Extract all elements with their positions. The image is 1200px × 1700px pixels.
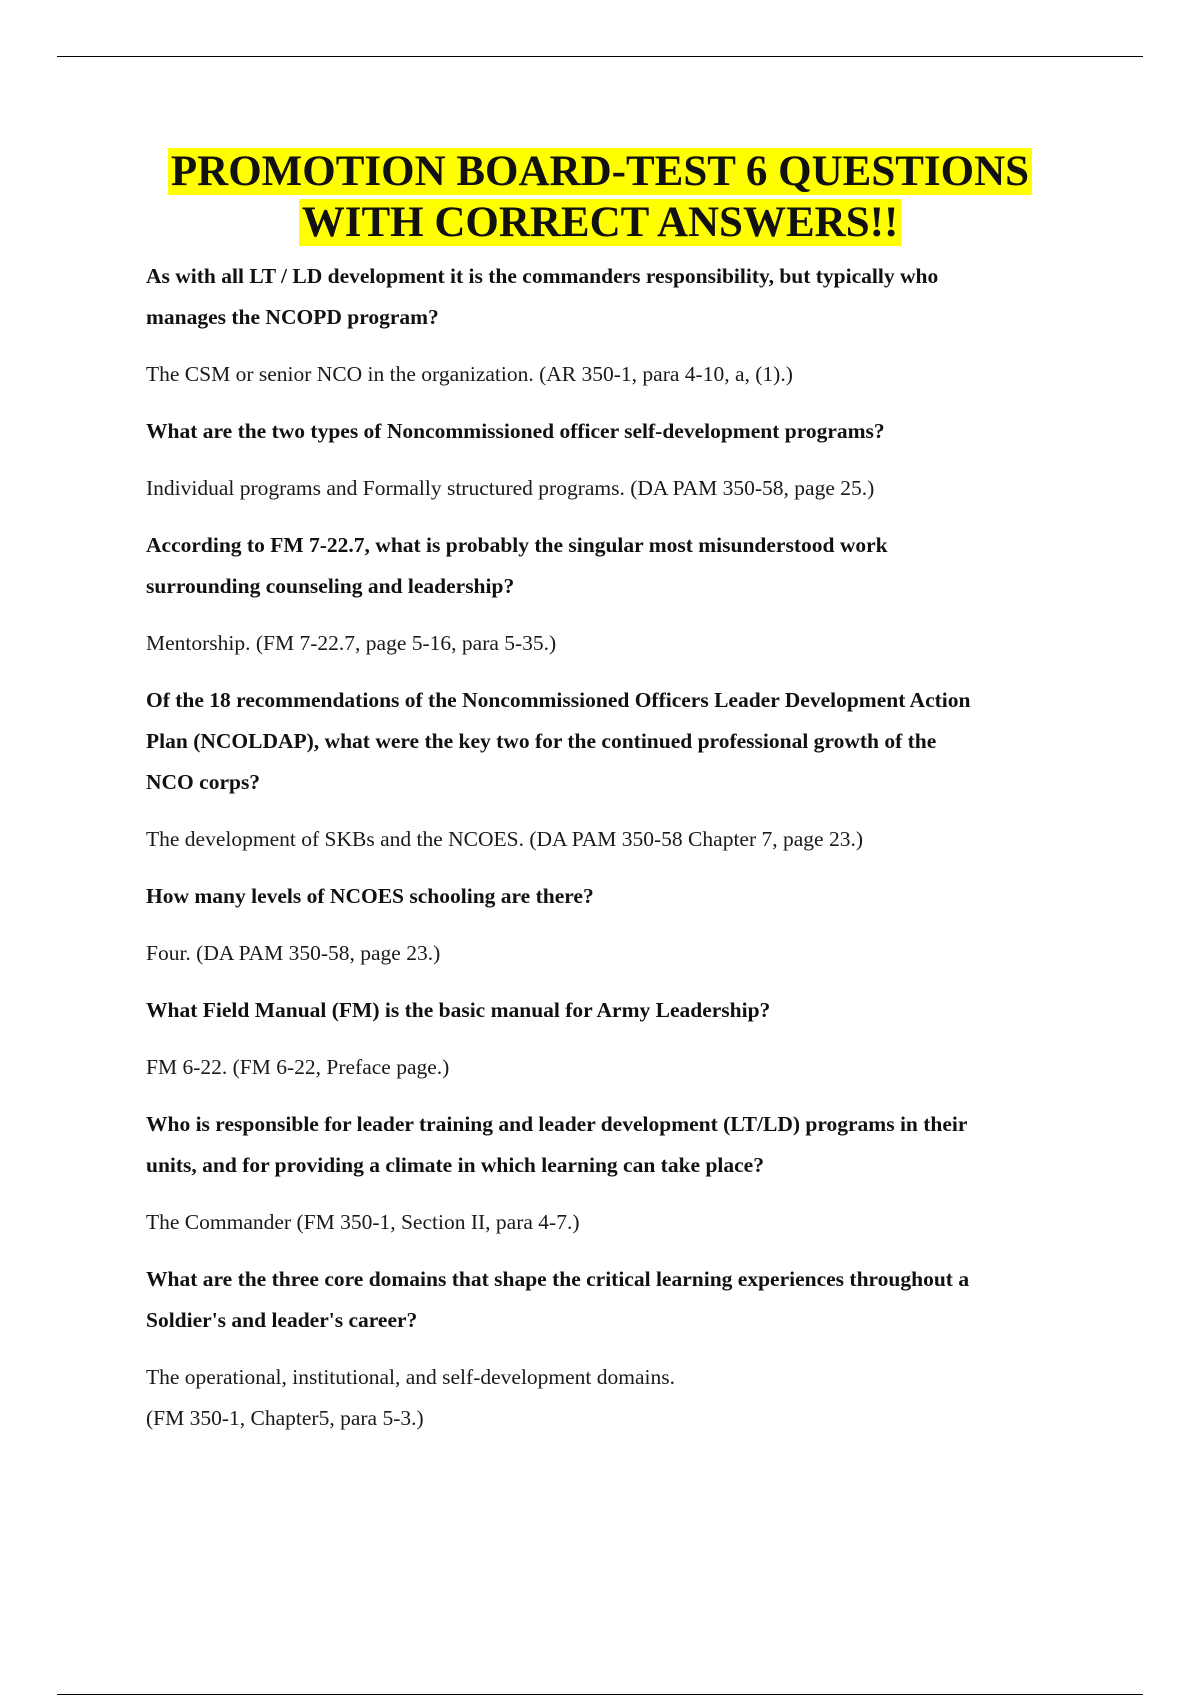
answer — [146, 623, 1086, 664]
document-title — [0, 146, 1200, 248]
question — [146, 990, 1086, 1031]
answer-line: The operational, institutional, and self-development domains. — [146, 1365, 676, 1389]
question-line: According to FM 7-22.7, what is probably the singular most misunderstood work — [146, 533, 888, 557]
question — [146, 1259, 1086, 1341]
answer-line: (FM 350-1, Chapter5, para 5-3.) — [146, 1406, 424, 1430]
question-line: surrounding counseling and leadership? — [146, 574, 515, 598]
title-line-2: WITH CORRECT ANSWERS!! — [299, 199, 902, 246]
answer-line: The CSM or senior NCO in the organization. (AR 350-1, para 4-10, a, (1).) — [146, 362, 793, 386]
answer — [146, 468, 1086, 509]
question-line: units, and for providing a climate in which learning can take place? — [146, 1153, 764, 1177]
question — [146, 525, 1086, 607]
qa-item — [146, 990, 1086, 1104]
answer — [146, 1202, 1086, 1243]
qa-item — [146, 256, 1086, 411]
answer — [146, 1357, 1086, 1439]
question — [146, 876, 1086, 917]
question-line: What are the three core domains that shape the critical learning experiences throughout a — [146, 1267, 970, 1291]
qa-item — [146, 1259, 1086, 1439]
answer-line: Mentorship. (FM 7-22.7, page 5-16, para 5-35.) — [146, 631, 557, 655]
answer-line: Individual programs and Formally structured programs. (DA PAM 350-58, page 25.) — [146, 476, 875, 500]
answer-line: The Commander (FM 350-1, Section II, para 4-7.) — [146, 1210, 580, 1234]
question — [146, 256, 1086, 338]
question-line: Of the 18 recommendations of the Noncommissioned Officers Leader Development Action — [146, 688, 971, 712]
answer — [146, 1047, 1086, 1088]
header-rule — [57, 56, 1143, 57]
answer — [146, 354, 1086, 395]
question — [146, 680, 1086, 803]
answer — [146, 933, 1086, 974]
footer-rule — [57, 1694, 1143, 1695]
question-line: As with all LT / LD development it is the commanders responsibility, but typically who — [146, 264, 939, 288]
question — [146, 411, 1086, 452]
qa-item — [146, 1104, 1086, 1259]
question-line: NCO corps? — [146, 770, 261, 794]
question-line: Soldier's and leader's career? — [146, 1308, 418, 1332]
title-line-1: PROMOTION BOARD-TEST 6 QUESTIONS — [168, 148, 1032, 195]
answer-line: The development of SKBs and the NCOES. (DA PAM 350-58 Chapter 7, page 23.) — [146, 827, 863, 851]
question-line: What are the two types of Noncommissioned officer self-development programs? — [146, 419, 885, 443]
qa-item — [146, 525, 1086, 680]
question-line: How many levels of NCOES schooling are there? — [146, 884, 594, 908]
question — [146, 1104, 1086, 1186]
question-line: Plan (NCOLDAP), what were the key two for the continued professional growth of the — [146, 729, 937, 753]
qa-list — [146, 256, 1086, 1439]
answer — [146, 819, 1086, 860]
qa-item — [146, 876, 1086, 990]
answer-line: FM 6-22. (FM 6-22, Preface page.) — [146, 1055, 450, 1079]
answer-line: Four. (DA PAM 350-58, page 23.) — [146, 941, 441, 965]
qa-item — [146, 680, 1086, 876]
question-line: What Field Manual (FM) is the basic manual for Army Leadership? — [146, 998, 771, 1022]
question-line: manages the NCOPD program? — [146, 305, 439, 329]
qa-item — [146, 411, 1086, 525]
question-line: Who is responsible for leader training and leader development (LT/LD) programs in their — [146, 1112, 968, 1136]
